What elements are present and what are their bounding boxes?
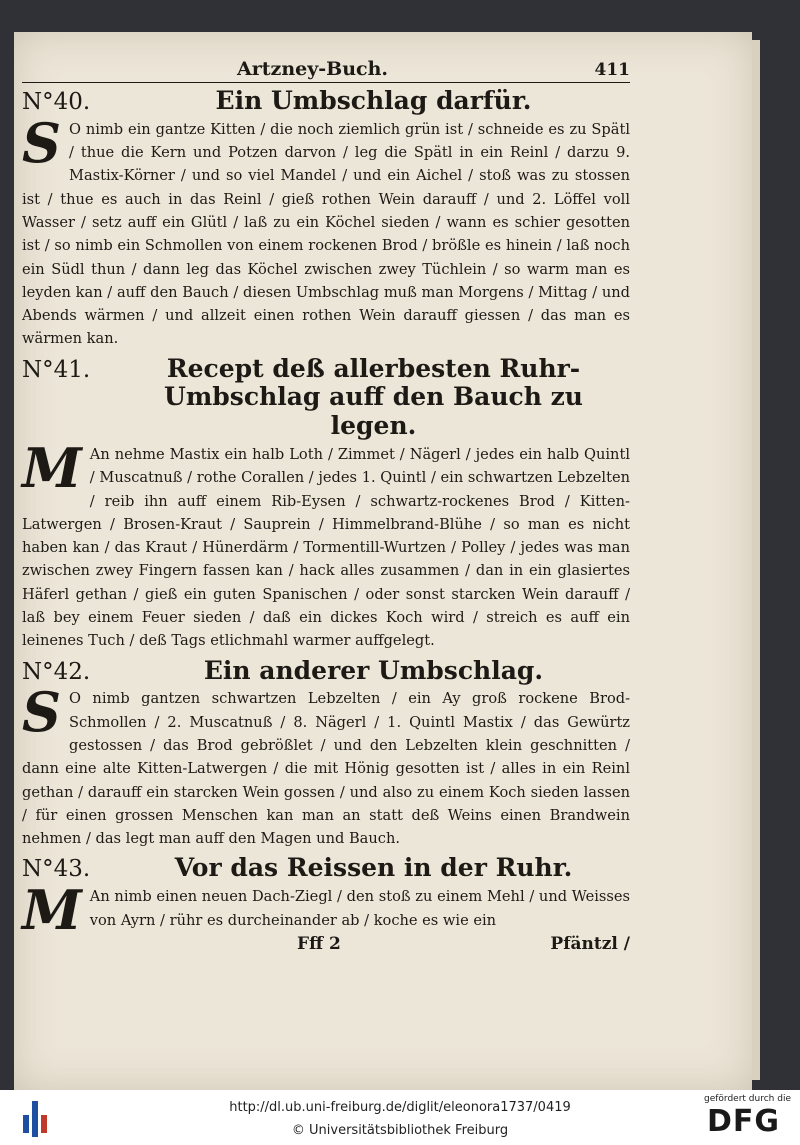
entry-heading	[22, 657, 630, 686]
catchword: Pfäntzl /	[550, 933, 630, 954]
page-signature	[22, 934, 630, 954]
recipe-entry-41	[22, 355, 630, 653]
entry-body	[22, 110, 630, 351]
entry-number: N°42.	[22, 658, 91, 685]
entry-text: An nimb einen neuen Dach-Ziegl / den stoß zu einem Mehl / und Weisses von Ayrn / rühr es durcheinander ab / koche es wie ein	[89, 888, 630, 929]
entry-heading	[22, 854, 630, 883]
entry-title: Vor das Reissen in der Ruhr.	[174, 853, 573, 883]
entry-text: An nehme Mastix ein halb Loth / Zimmet / Nägerl / jedes ein halb Quintl / Muscatnuß / rothe Corallen / jedes 1. Quintl / ein schwartzen Lebzelten / reib ihn auff einem Rib-Eysen / schwartz-rockenes Brod / Kitten-Latwergen / Brosen-Kraut / Sauprein / Himmelbrand-Blühe / so man es nicht haben kan / das Kraut / Hünerdärm / Tormentill-Wurtzen / Polley / jedes was man zwischen zwey Fingern fassen kan / hack alles zusammen / dan in ein glasiertes Häferl gethan / gieß ein guten Spanischen / oder sonst starcken Wein darauff / laß bey einem Feuer sieden / daß ein dickes Koch wird / streich es auff ein leinenes Tuch / deß Tags etlichmahl warmer auffgelegt.	[22, 445, 630, 650]
entry-number: N°41.	[22, 356, 91, 383]
running-title: Artzney-Buch.	[237, 58, 389, 80]
copyright-notice: © Universitätsbibliothek Freiburg	[291, 1123, 509, 1138]
drop-capital: S	[22, 680, 61, 745]
drop-capital: M	[22, 878, 82, 943]
page-text	[22, 58, 630, 954]
entry-heading	[22, 87, 630, 116]
drop-capital: M	[22, 435, 82, 500]
recipe-entry-40	[22, 87, 630, 351]
signature-mark: Fff 2	[297, 933, 341, 954]
entry-text: O nimb ein gantze Kitten / die noch ziemlich grün ist / schneide es zu Spätl / thue die Kern und Potzen darvon / leg die Spätl in ein Reinl / darzu 9. Mastix-Körner / und so viel Mandel / und ein Aichel / stoß was zu stossen ist / thue es auch in das Reinl / gieß rothen Wein darauff / und 2. Löffel voll Wasser / setz auff ein Glütl / laß zu ein Köchel sieden / wann es schier gesotten ist / so nimb ein Schmollen von einem rockenen Brod / brößle es hinein / laß noch ein Südl thun / dann leg das Köchel zwischen zwey Tüchlein / so warm man es leyden kan / auff den Bauch / diesen Umbschlag muß man Morgens / Mittag / und Abends wärmen / und allzeit einen rothen Wein darauff giessen / das man es wärmen kan.	[22, 120, 630, 348]
entry-text: O nimb gantzen schwartzen Lebzelten / ein Ay groß rockene Brod-Schmollen / 2. Muscatnuß / 8. Nägerl / 1. Quintl Mastix / das Gewürtz gestossen / das Brod gebrößlet / und den Lebzelten klein geschnitten / dann eine alte Kitten-Latwergen / die mit Hönig gesotten ist / alles in ein Reinl gethan / darauff ein starcken Wein gossen / und also zu einem Koch sieden lassen / für einen grossen Menschen kan man an statt deß Weins einen Brandwein nehmen / das legt man auff den Magen und Bauch.	[22, 690, 630, 848]
entry-number: N°43.	[22, 856, 91, 883]
entry-body	[22, 878, 630, 943]
page-edge	[752, 40, 760, 1080]
page-number: 411	[594, 60, 630, 80]
drop-capital: S	[22, 110, 61, 175]
dfg-caption: gefördert durch die	[704, 1094, 791, 1104]
recipe-entry-43	[22, 853, 630, 943]
entry-body	[22, 680, 630, 850]
page-header	[22, 58, 630, 83]
source-url-link[interactable]: http://dl.ub.uni-freiburg.de/diglit/eleonora1737/0419	[229, 1100, 571, 1115]
entry-body	[22, 435, 630, 653]
entry-number: N°40.	[22, 89, 91, 115]
entry-title: Recept deß allerbesten Ruhr-Umbschlag auff den Bauch zu legen.	[164, 353, 583, 441]
entry-title: Ein Umbschlag darfür.	[215, 86, 532, 115]
entry-heading	[22, 355, 630, 441]
dfg-logo: DFG	[707, 1104, 781, 1139]
recipe-entry-42	[22, 657, 630, 851]
entry-title: Ein anderer Umbschlag.	[203, 655, 544, 685]
